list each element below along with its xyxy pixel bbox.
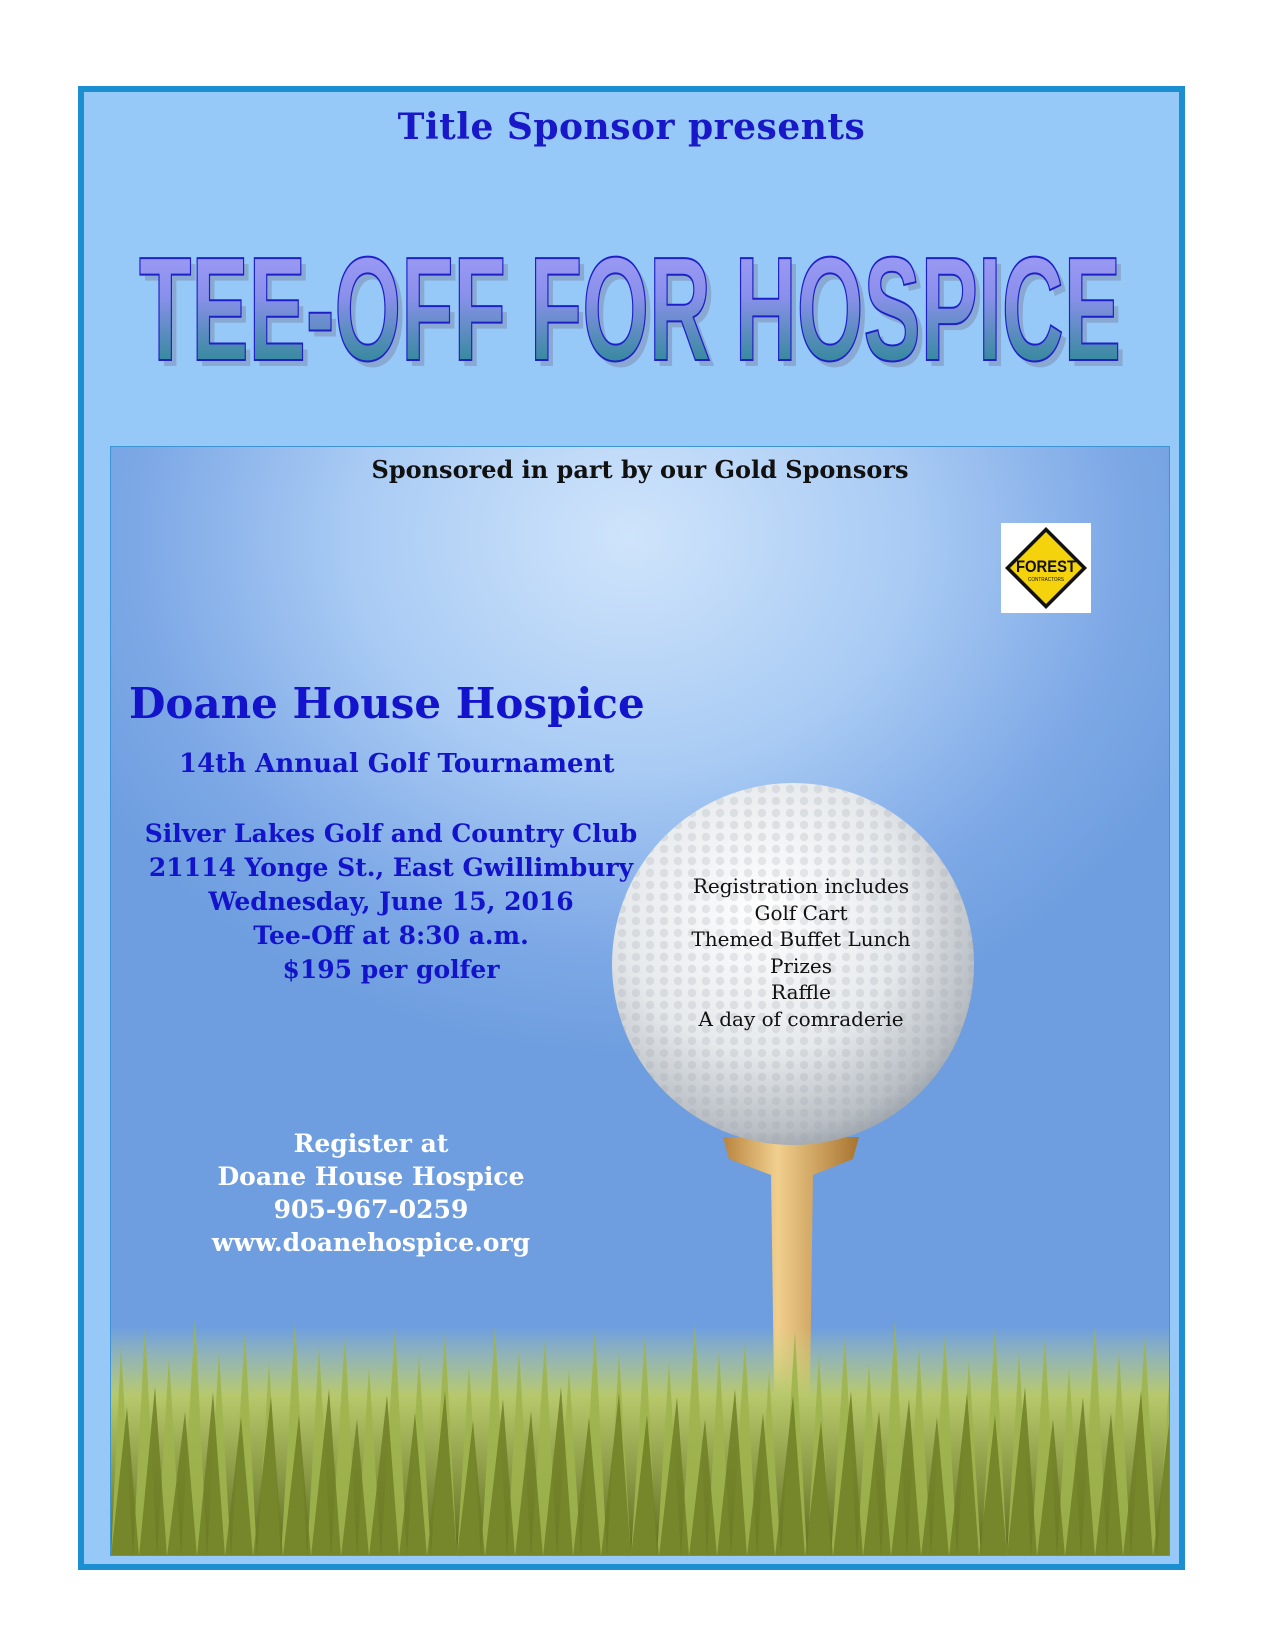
includes-item: Raffle: [771, 980, 831, 1005]
event-date: Wednesday, June 15, 2016: [208, 887, 574, 916]
flyer-frame: [78, 86, 1185, 1570]
tournament-name: 14th Annual Golf Tournament: [179, 749, 615, 779]
sponsor-logo: [1001, 523, 1091, 613]
golf-scene: [111, 447, 1170, 1556]
event-tee-off: Tee-Off at 8:30 a.m.: [253, 921, 529, 950]
event-details: [131, 817, 651, 987]
registration-includes: [676, 873, 926, 1033]
headline-text: TEE-OFF FOR HOSPICE: [139, 232, 1121, 382]
event-address: 21114 Yonge St., East Gwillimbury: [148, 853, 634, 882]
sponsor-logo-subtext: CONTRACTORS: [1028, 577, 1065, 583]
register-phone: 905-967-0259: [273, 1195, 469, 1224]
event-venue: Silver Lakes Golf and Country Club: [144, 819, 638, 848]
includes-item: Themed Buffet Lunch: [691, 927, 911, 952]
headline-shadow: TEE-OFF FOR HOSPICE: [144, 233, 1126, 382]
forest-logo-icon: [1001, 523, 1091, 613]
title-sponsor-heading: Title Sponsor presents: [397, 106, 866, 148]
gold-sponsors-heading: Sponsored in part by our Gold Sponsors: [371, 455, 909, 484]
sponsor-logo-text: FOREST: [1016, 557, 1077, 576]
includes-item: Prizes: [769, 953, 833, 978]
register-organization: Doane House Hospice: [217, 1162, 525, 1191]
register-website: www.doanehospice.org: [211, 1228, 531, 1257]
includes-item: Golf Cart: [754, 900, 848, 925]
event-price: $195 per golfer: [282, 955, 500, 984]
includes-heading: Registration includes: [692, 874, 910, 898]
grass: [111, 1317, 1170, 1556]
organization-name: Doane House Hospice: [129, 679, 645, 728]
event-headline: [84, 232, 1179, 382]
includes-item: A day of comraderie: [698, 1006, 904, 1031]
register-heading: Register at: [293, 1129, 449, 1158]
registration-info: [191, 1127, 551, 1259]
golf-photo-panel: [110, 446, 1170, 1556]
